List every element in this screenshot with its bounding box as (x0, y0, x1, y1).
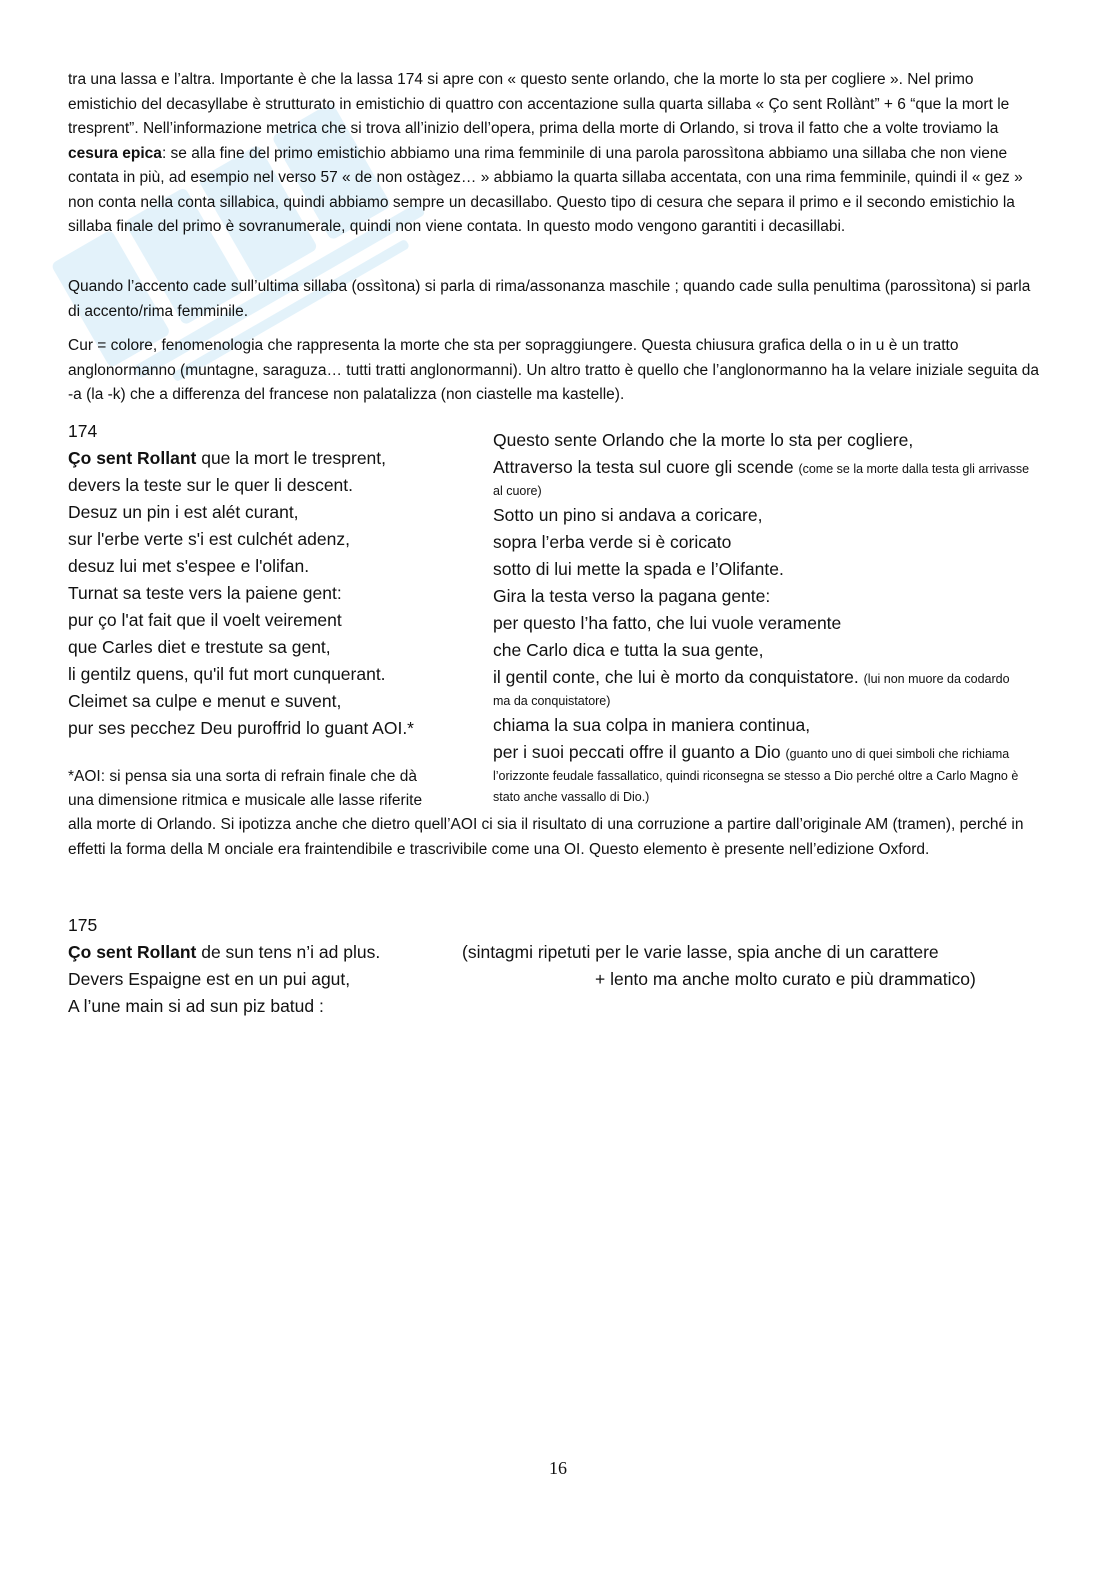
verse-line: A l’une main si ad sun piz batud : (68, 996, 324, 1016)
verse-line: Desuz un pin i est alét curant, (68, 502, 299, 522)
verse-line: Devers Espaigne est en un pui agut, (68, 969, 351, 989)
page-number: 16 (549, 1458, 567, 1478)
translation-line: sopra l’erba verde si è coricato (493, 532, 732, 552)
laisse-175-original (68, 912, 448, 1020)
translation-note: l’orizzonte feudale fassallatico, quindi riconsegna se stesso a Dio perché oltre a Carlo Magno è (493, 769, 1019, 783)
translation-line: chiama la sua colpa in maniera continua, (493, 715, 811, 735)
verse-line: Turnat sa teste vers la paiene gent: (68, 583, 342, 603)
translation-line: il gentil conte, che lui è morto da conquistatore. (lui non muore da codardo (493, 667, 1010, 687)
paragraph-metrics: tra una lassa e l’altra. Importante è che la lassa 174 si apre con « questo sente orlando, che la morte lo sta per cogliere ». Nel primo emistichio del decasyllabe è strutturato in emistichio di quattro con accentazione sulla quarta sillaba « Ço sent Rollànt” + 6 “que la mort le tresprent”. Nell’informazione metrica che si trova all’inizio dell’opera, prima della morte di Orlando, si trova il fatto che a volte troviamo la cesura epica: se alla fine del primo emistichio abbiamo una rima femminile di una parola parossìtona abbiamo una sillaba che non viene contata in più, ad esempio nel verso 57 « de non ostàgez… » abbiamo la quarta sillaba accentata, con una rima femminile, quindi il « gez » non conta nella conta sillabica, quindi abbiamo sempre un decasillabo. Questo tipo di cesura che separa il primo e il secondo emistichio la sillaba finale del primo è sovranumerale, quindi non viene contata. In questo modo vengono garantiti i decasillabi. (68, 71, 1023, 235)
verse-line: pur ses pecchez Deu puroffrid lo guant AOI.* (68, 718, 414, 738)
verse-line: sur l'erbe verte s'i est culchét adenz, (68, 529, 350, 549)
laisse-174-translation (493, 427, 1083, 808)
paragraph-cur: Cur = colore, fenomenologia che rappresenta la morte che sta per sopraggiungere. Questa chiusura grafica della o in u è un tratto anglonormanno (muntagne, saraguza… tutti tratti anglonormanni). Un altro tratto è quello che l’anglonormanno ha la velare iniziale seguita da -a (la -k) che a differenza del francese non palatalizza (non ciastelle ma kastelle). (68, 337, 1040, 403)
verse-line: pur ço l'at fait que il voelt veirement (68, 610, 342, 630)
translation-note: ma da conquistatore) (493, 694, 611, 708)
translation-line: Gira la testa verso la pagana gente: (493, 586, 771, 606)
translation-line: per questo l’ha fatto, che lui vuole veramente (493, 613, 842, 633)
paragraph-accent: Quando l’accento cade sull’ultima sillaba (ossìtona) si parla di rima/assonanza maschile ; quando cade sulla penultima (parossìtona) si parla di accento/rima femminile. (68, 278, 1031, 320)
laisse-174-original (68, 418, 478, 742)
translation-line: Questo sente Orlando che la morte lo sta per cogliere, (493, 430, 914, 450)
translation-note: al cuore) (493, 484, 542, 498)
laisse-175-comment: (sintagmi ripetuti per le varie lasse, spia anche di un carattere + lento ma anche molto curato e più drammatico) (462, 942, 976, 989)
footnote-aoi-rest: alla morte di Orlando. Si ipotizza anche che dietro quell’AOI ci sia il risultato di una corruzione a partire dall’originale AM (tramen), perché in effetti la forma della M onciale era fraintendibile e trascrivibile come una OI. Questo elemento è presente nell’edizione Oxford. (68, 816, 1024, 858)
verse-line: Cleimet sa culpe e menut e suvent, (68, 691, 342, 711)
laisse-number: 175 (68, 915, 98, 935)
verse-line: li gentilz quens, qu'il fut mort cunquerant. (68, 664, 386, 684)
translation-line: Sotto un pino si andava a coricare, (493, 505, 763, 525)
translation-line: Attraverso la testa sul cuore gli scende (come se la morte dalla testa gli arrivasse (493, 457, 1030, 477)
verse-line: Ço sent Rollant que la mort le tresprent, (68, 448, 387, 468)
verse-line: que Carles diet e trestute sa gent, (68, 637, 331, 657)
laisse-number: 174 (68, 421, 98, 441)
verse-line: desuz lui met s'espee e l'olifan. (68, 556, 310, 576)
translation-line: per i suoi peccati offre il guanto a Dio (guanto uno di quei simboli che richiama (493, 742, 1010, 762)
translation-note: stato anche vassallo di Dio.) (493, 790, 650, 804)
translation-line: che Carlo dica e tutta la sua gente, (493, 640, 764, 660)
verse-line: devers la teste sur le quer li descent. (68, 475, 354, 495)
translation-line: sotto di lui mette la spada e l’Olifante. (493, 559, 784, 579)
footnote-aoi-start: *AOI: si pensa sia una sorta di refrain finale che dà una dimensione ritmica e musicale alle lasse riferite (68, 768, 423, 809)
verse-line: Ço sent Rollant de sun tens n’i ad plus. (68, 942, 381, 962)
